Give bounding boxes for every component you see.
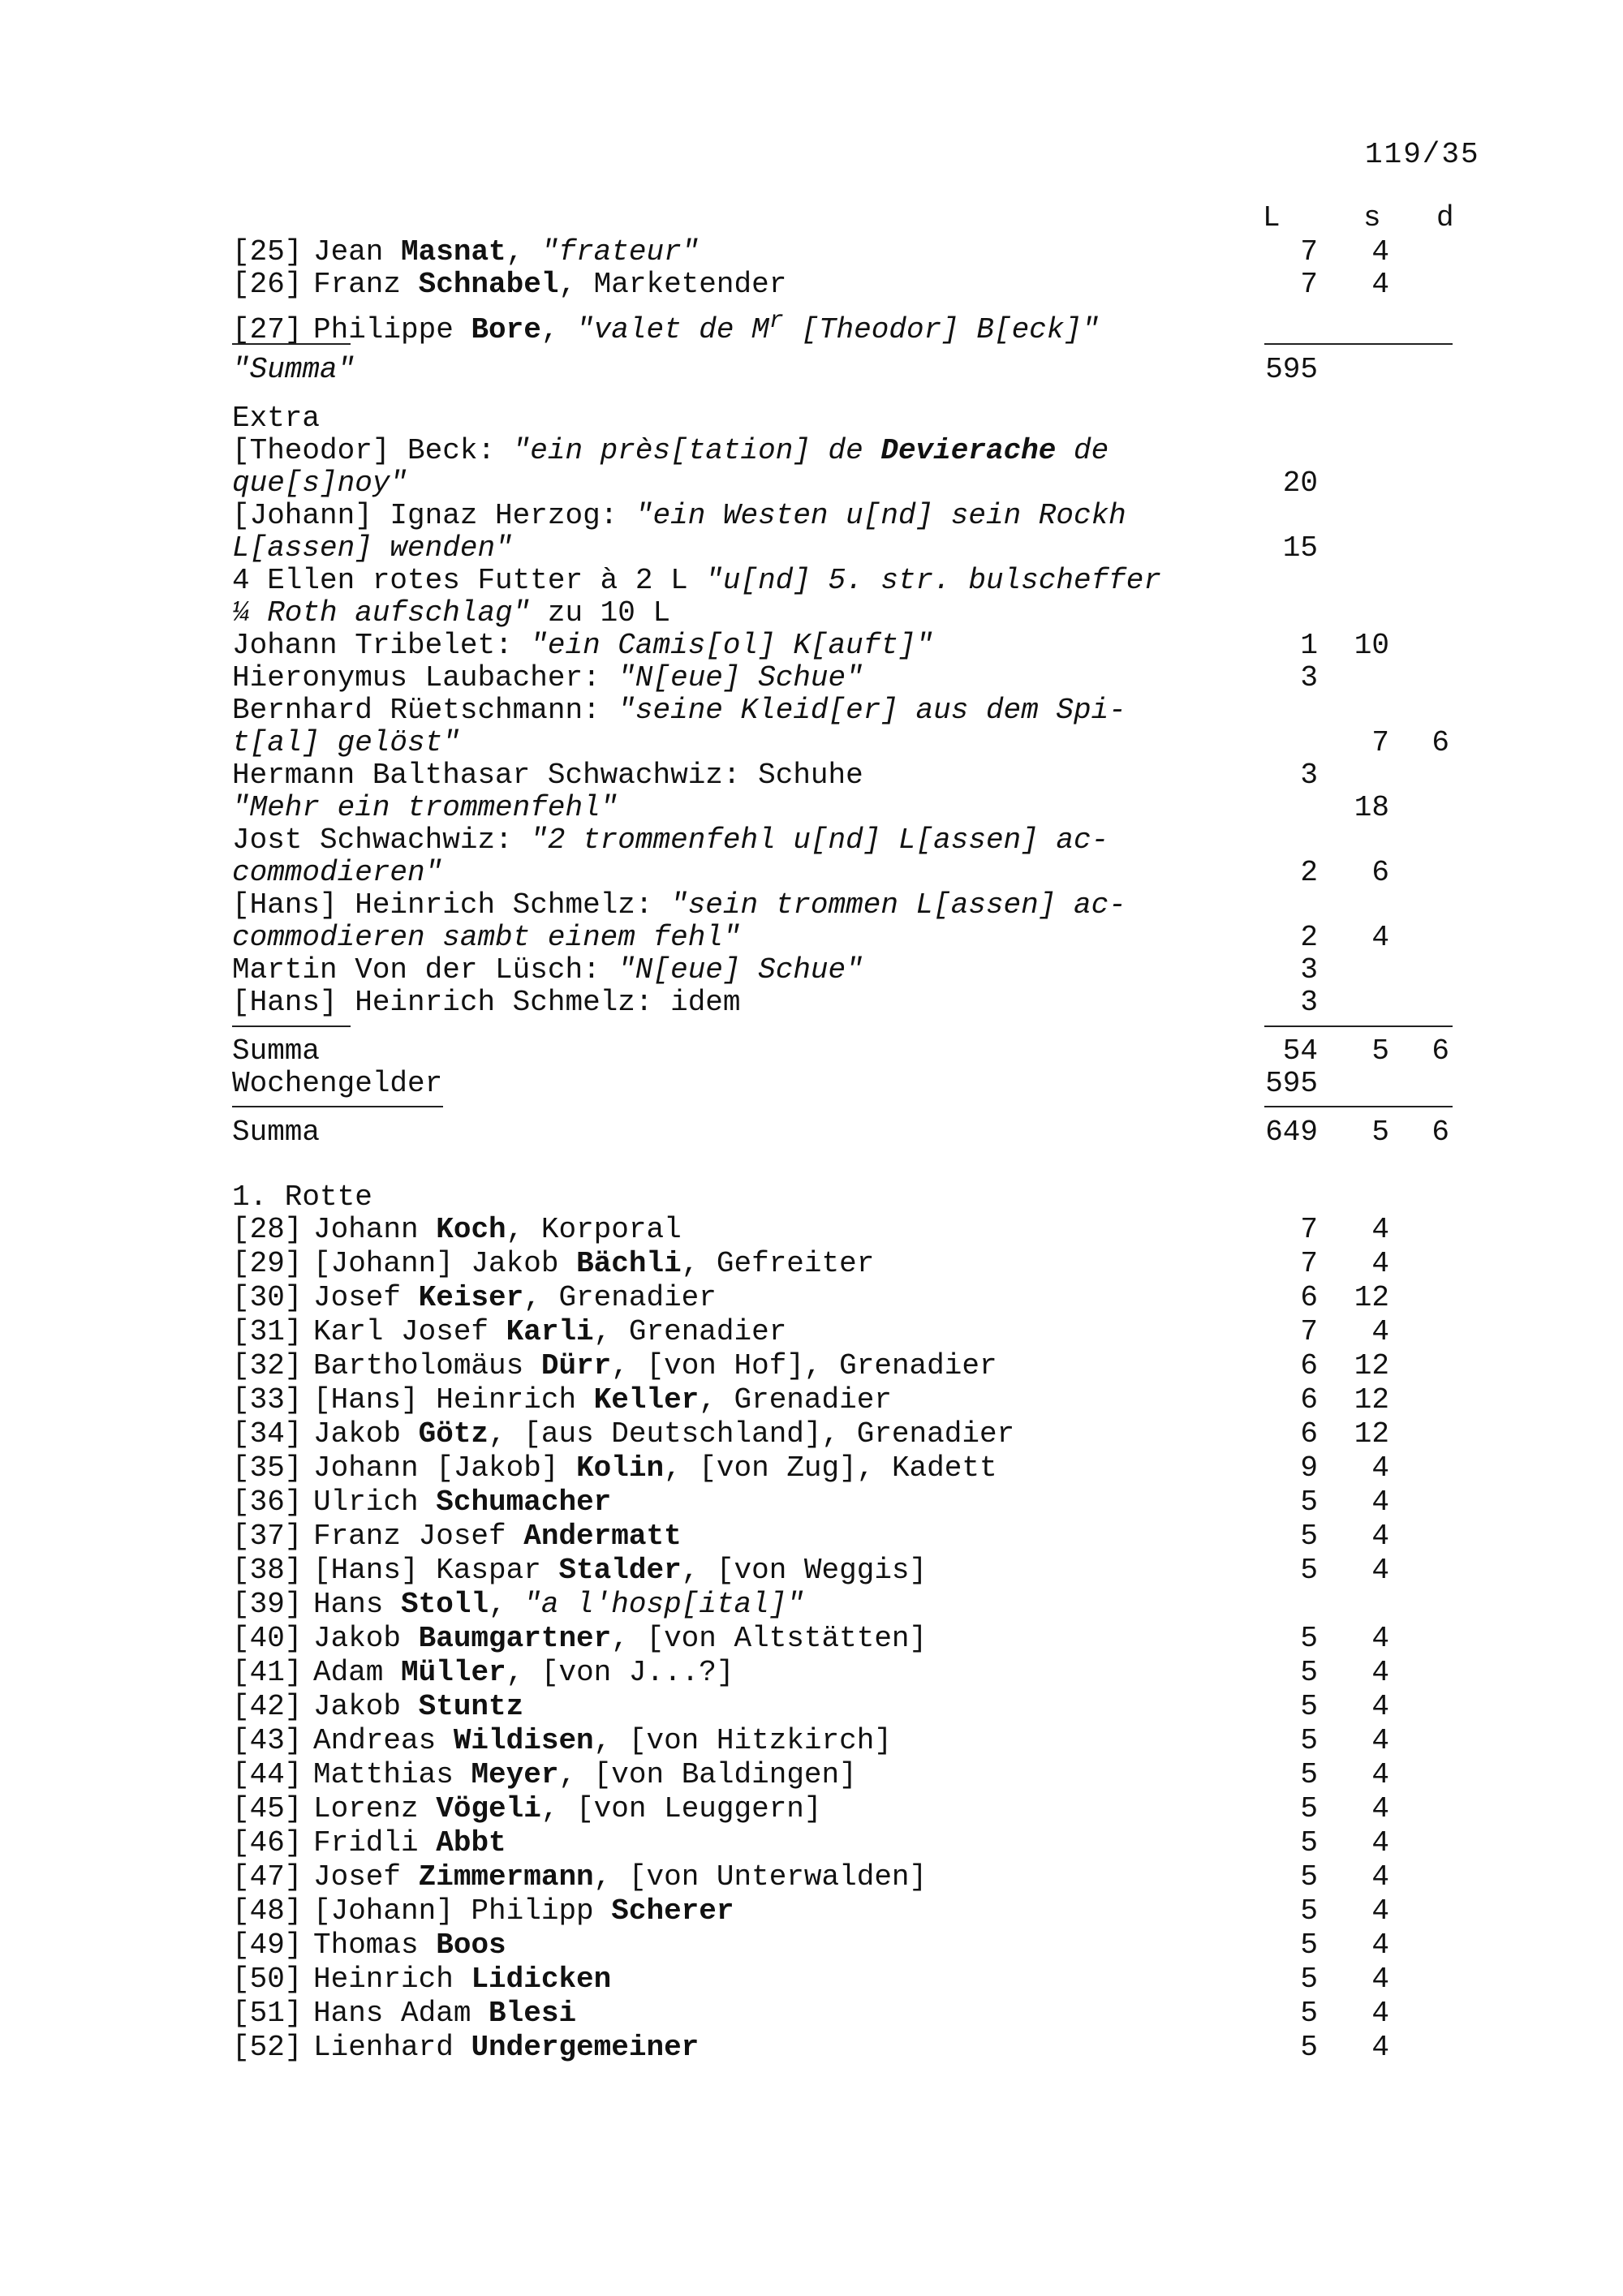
- entry-text: Lienhard Undergemeiner: [313, 2031, 700, 2064]
- amount-s: 12: [1354, 1383, 1389, 1417]
- ledger-row: [232, 1520, 1466, 1554]
- amount-s: 4: [1371, 1520, 1389, 1553]
- ledger-row: [232, 953, 1466, 987]
- entry-number: [50]: [232, 1963, 303, 1996]
- ledger-row: [232, 467, 1466, 501]
- ledger-row: [232, 1792, 1466, 1826]
- ledger-row: [232, 235, 1466, 269]
- amount-L: 7: [1300, 268, 1318, 301]
- entry-text: Franz Josef Andermatt: [313, 1520, 682, 1553]
- entry-number: [44]: [232, 1758, 303, 1791]
- column-header-s: s: [1363, 201, 1381, 234]
- ledger-row: [232, 596, 1466, 630]
- entry-number: [34]: [232, 1417, 303, 1451]
- rule-right-1: [1264, 343, 1453, 345]
- rule-left-2: [232, 1025, 351, 1027]
- entry-number: [43]: [232, 1724, 303, 1757]
- rule-left-1: [232, 343, 351, 345]
- amount-L: 15: [1282, 531, 1318, 565]
- amount-s: 4: [1371, 1315, 1389, 1348]
- column-header-d: d: [1436, 201, 1454, 234]
- ledger-row: [232, 402, 1466, 436]
- entry-number: [45]: [232, 1792, 303, 1825]
- entry-number: [48]: [232, 1894, 303, 1928]
- ledger-row: [232, 791, 1466, 825]
- amount-s: 5: [1371, 1034, 1389, 1068]
- amount-d: 6: [1431, 726, 1449, 759]
- amount-L: 6: [1300, 1417, 1318, 1451]
- entry-text: Bernhard Rüetschmann: "seine Kleid[er] aus dem Spi-: [232, 694, 1126, 727]
- amount-L: 5: [1300, 1554, 1318, 1587]
- entry-text: Matthias Meyer, [von Baldingen]: [313, 1758, 857, 1791]
- entry-text: Thomas Boos: [313, 1928, 506, 1962]
- ledger-row: [232, 1997, 1466, 2031]
- amount-s: 4: [1371, 1622, 1389, 1655]
- amount-s: 4: [1371, 1894, 1389, 1928]
- ledger-row: [232, 823, 1466, 858]
- amount-L: 5: [1300, 1826, 1318, 1860]
- amount-s: 4: [1371, 1213, 1389, 1246]
- amount-d: 6: [1431, 1116, 1449, 1149]
- entry-text: commodieren sambt einem fehl": [232, 921, 741, 954]
- ledger-row: [232, 1554, 1466, 1588]
- amount-L: 5: [1300, 1894, 1318, 1928]
- entry-text: 4 Ellen rotes Futter à 2 L "u[nd] 5. str. bulscheffer: [232, 564, 1161, 597]
- ledger-row: [232, 1349, 1466, 1383]
- entry-text: 1. Rotte: [232, 1180, 372, 1214]
- amount-L: 649: [1265, 1116, 1318, 1149]
- amount-s: 4: [1371, 1690, 1389, 1723]
- entry-number: [41]: [232, 1656, 303, 1689]
- entry-text: Hieronymus Laubacher: "N[eue] Schue": [232, 661, 863, 694]
- entry-number: [30]: [232, 1281, 303, 1314]
- ledger-row: [232, 353, 1466, 387]
- entry-text: [Hans] Heinrich Schmelz: idem: [232, 986, 741, 1019]
- entry-text: Heinrich Lidicken: [313, 1963, 612, 1996]
- column-header-L: L: [1263, 201, 1281, 234]
- amount-s: 4: [1371, 1451, 1389, 1485]
- ledger-row: [232, 531, 1466, 565]
- amount-L: 2: [1300, 856, 1318, 889]
- amount-L: 5: [1300, 1724, 1318, 1757]
- ledger-row: [232, 1034, 1466, 1068]
- entry-number: [27]: [232, 313, 303, 346]
- amount-L: 7: [1300, 235, 1318, 269]
- ledger-row: [232, 856, 1466, 890]
- amount-L: 595: [1265, 353, 1318, 386]
- entry-number: [36]: [232, 1486, 303, 1519]
- ledger-row: [232, 268, 1466, 302]
- ledger-row: [232, 304, 1466, 346]
- rule-left-3: [232, 1106, 443, 1107]
- ledger-row: [232, 726, 1466, 760]
- entry-text: Hermann Balthasar Schwachwiz: Schuhe: [232, 759, 863, 792]
- amount-L: 5: [1300, 2031, 1318, 2064]
- entry-text: Wochengelder: [232, 1067, 443, 1100]
- amount-L: 5: [1300, 1997, 1318, 2030]
- amount-L: 3: [1300, 759, 1318, 792]
- amount-L: 2: [1300, 921, 1318, 954]
- amount-L: 5: [1300, 1690, 1318, 1723]
- amount-s: 4: [1371, 1554, 1389, 1587]
- amount-s: 4: [1371, 1792, 1389, 1825]
- ledger-row: [232, 1724, 1466, 1758]
- entry-number: [51]: [232, 1997, 303, 2030]
- amount-s: 4: [1371, 1758, 1389, 1791]
- amount-L: 6: [1300, 1349, 1318, 1382]
- ledger-row: [232, 1417, 1466, 1451]
- entry-text: Jakob Stuntz: [313, 1690, 524, 1723]
- entry-number: [49]: [232, 1928, 303, 1962]
- entry-text: Philippe Bore, "valet de $M^r$ [Theodor] B[eck]": [313, 307, 1100, 346]
- amount-s: 5: [1371, 1116, 1389, 1149]
- entry-text: Josef Zimmermann, [von Unterwalden]: [313, 1860, 928, 1894]
- amount-s: 4: [1371, 235, 1389, 269]
- ledger-row: [232, 921, 1466, 955]
- ledger-row: [232, 1758, 1466, 1792]
- amount-L: 5: [1300, 1758, 1318, 1791]
- amount-L: 5: [1300, 1486, 1318, 1519]
- amount-s: 4: [1371, 1826, 1389, 1860]
- ledger-row: [232, 564, 1466, 598]
- entry-text: Johann [Jakob] Kolin, [von Zug], Kadett: [313, 1451, 997, 1485]
- entry-text: Fridli Abbt: [313, 1826, 506, 1860]
- entry-text: Karl Josef Karli, Grenadier: [313, 1315, 787, 1348]
- ledger-row: [232, 1247, 1466, 1281]
- entry-text: [Johann] Philipp Scherer: [313, 1894, 734, 1928]
- entry-text: Josef Keiser, Grenadier: [313, 1281, 717, 1314]
- amount-L: 7: [1300, 1315, 1318, 1348]
- amount-L: 7: [1300, 1213, 1318, 1246]
- entry-text: [Hans] Heinrich Keller, Grenadier: [313, 1383, 892, 1417]
- entry-text: Jakob Götz, [aus Deutschland], Grenadier: [313, 1417, 1015, 1451]
- entry-number: [32]: [232, 1349, 303, 1382]
- entry-number: [29]: [232, 1247, 303, 1280]
- amount-s: 4: [1371, 1963, 1389, 1996]
- ledger-row: [232, 888, 1466, 922]
- amount-L: 54: [1282, 1034, 1318, 1068]
- amount-s: 4: [1371, 1928, 1389, 1962]
- amount-s: 4: [1371, 1724, 1389, 1757]
- ledger-row: [232, 1860, 1466, 1894]
- ledger-row: [232, 1826, 1466, 1860]
- amount-L: 9: [1300, 1451, 1318, 1485]
- ledger-row: [232, 1588, 1466, 1622]
- ledger-row: [232, 1963, 1466, 1997]
- ledger-row: [232, 1451, 1466, 1486]
- ledger-row: [232, 1383, 1466, 1417]
- entry-number: [38]: [232, 1554, 303, 1587]
- entry-text: Adam Müller, [von J...?]: [313, 1656, 734, 1689]
- entry-text: Lorenz Vögeli, [von Leuggern]: [313, 1792, 822, 1825]
- entry-text: que[s]noy": [232, 467, 408, 500]
- ledger-row: [232, 1180, 1466, 1215]
- rule-right-3: [1264, 1106, 1453, 1107]
- entry-text: Extra: [232, 402, 321, 435]
- ledger-row: [232, 1486, 1466, 1520]
- entry-text: Hans Stoll, "a l'hosp[ital]": [313, 1588, 804, 1621]
- entry-text: Hans Adam Blesi: [313, 1997, 577, 2030]
- entry-number: [26]: [232, 268, 303, 301]
- amount-L: 5: [1300, 1928, 1318, 1962]
- amount-s: 4: [1371, 1656, 1389, 1689]
- entry-number: [31]: [232, 1315, 303, 1348]
- amount-L: 5: [1300, 1520, 1318, 1553]
- amount-L: 595: [1265, 1067, 1318, 1100]
- entry-text: Martin Von der Lüsch: "N[eue] Schue": [232, 953, 863, 987]
- ledger-row: [232, 1315, 1466, 1349]
- ledger-row: [232, 499, 1466, 533]
- entry-text: "Summa": [232, 353, 355, 386]
- entry-number: [47]: [232, 1860, 303, 1894]
- amount-s: 12: [1354, 1349, 1389, 1382]
- amount-s: 4: [1371, 1486, 1389, 1519]
- entry-text: "Mehr ein trommenfehl": [232, 791, 618, 824]
- entry-text: Summa: [232, 1116, 321, 1149]
- ledger-row: [232, 1622, 1466, 1656]
- entry-number: [33]: [232, 1383, 303, 1417]
- amount-L: 6: [1300, 1281, 1318, 1314]
- entry-text: Summa: [232, 1034, 321, 1068]
- ledger-row: [232, 759, 1466, 793]
- amount-L: 5: [1300, 1656, 1318, 1689]
- entry-number: [39]: [232, 1588, 303, 1621]
- entry-text: Johann Koch, Korporal: [313, 1213, 682, 1246]
- ledger-row: [232, 1690, 1466, 1724]
- amount-s: 4: [1371, 2031, 1389, 2064]
- ledger-row: [232, 1067, 1466, 1101]
- amount-s: 12: [1354, 1417, 1389, 1451]
- amount-s: 10: [1354, 629, 1389, 662]
- entry-text: [Johann] Jakob Bächli, Gefreiter: [313, 1247, 875, 1280]
- entry-text: Jean Masnat, "frateur": [313, 235, 700, 269]
- ledger-row: [232, 1213, 1466, 1247]
- amount-L: 1: [1300, 629, 1318, 662]
- amount-s: 18: [1354, 791, 1389, 824]
- amount-L: 3: [1300, 953, 1318, 987]
- amount-L: 6: [1300, 1383, 1318, 1417]
- amount-L: 5: [1300, 1963, 1318, 1996]
- ledger-row: [232, 434, 1466, 468]
- entry-text: ¼ Roth aufschlag" zu 10 L: [232, 596, 671, 630]
- amount-L: 3: [1300, 661, 1318, 694]
- amount-s: 4: [1371, 1997, 1389, 2030]
- ledger-row: [232, 1116, 1466, 1150]
- ledger-row: [232, 1894, 1466, 1928]
- amount-L: 7: [1300, 1247, 1318, 1280]
- entry-text: Franz Schnabel, Marketender: [313, 268, 787, 301]
- entry-text: Jost Schwachwiz: "2 trommenfehl u[nd] L[assen] ac-: [232, 823, 1109, 857]
- amount-s: 4: [1371, 921, 1389, 954]
- ledger-row: [232, 629, 1466, 663]
- ledger-row: [232, 2031, 1466, 2065]
- entry-text: t[al] gelöst": [232, 726, 460, 759]
- entry-number: [25]: [232, 235, 303, 269]
- entry-text: commodieren": [232, 856, 443, 889]
- entry-number: [42]: [232, 1690, 303, 1723]
- entry-text: Andreas Wildisen, [von Hitzkirch]: [313, 1724, 892, 1757]
- entry-text: Jakob Baumgartner, [von Altstätten]: [313, 1622, 928, 1655]
- entry-text: Ulrich Schumacher: [313, 1486, 612, 1519]
- amount-L: 5: [1300, 1860, 1318, 1894]
- entry-text: Bartholomäus Dürr, [von Hof], Grenadier: [313, 1349, 997, 1382]
- ledger-row: [232, 986, 1466, 1020]
- amount-s: 6: [1371, 856, 1389, 889]
- amount-s: 4: [1371, 268, 1389, 301]
- ledger-row: [232, 1928, 1466, 1963]
- amount-L: 5: [1300, 1622, 1318, 1655]
- entry-number: [28]: [232, 1213, 303, 1246]
- amount-L: 3: [1300, 986, 1318, 1019]
- amount-s: 12: [1354, 1281, 1389, 1314]
- amount-s: 4: [1371, 1247, 1389, 1280]
- ledger-row: [232, 661, 1466, 695]
- amount-s: 7: [1371, 726, 1389, 759]
- entry-text: L[assen] wenden": [232, 531, 513, 565]
- page-number: 119/35: [1365, 138, 1480, 171]
- entry-text: [Theodor] Beck: "ein près[tation] de Devierache de: [232, 434, 1109, 467]
- entry-text: [Johann] Ignaz Herzog: "ein Westen u[nd] sein Rockh: [232, 499, 1126, 532]
- entry-number: [35]: [232, 1451, 303, 1485]
- entry-text: [Hans] Kaspar Stalder, [von Weggis]: [313, 1554, 928, 1587]
- amount-d: 6: [1431, 1034, 1449, 1068]
- amount-L: 20: [1282, 467, 1318, 500]
- ledger-row: [232, 1656, 1466, 1690]
- entry-number: [46]: [232, 1826, 303, 1860]
- entry-number: [40]: [232, 1622, 303, 1655]
- ledger-row: [232, 1281, 1466, 1315]
- ledger-row: [232, 694, 1466, 728]
- entry-number: [52]: [232, 2031, 303, 2064]
- amount-s: 4: [1371, 1860, 1389, 1894]
- entry-text: [Hans] Heinrich Schmelz: "sein trommen L[assen] ac-: [232, 888, 1126, 922]
- entry-text: Johann Tribelet: "ein Camis[ol] K[auft]": [232, 629, 934, 662]
- rule-right-2: [1264, 1025, 1453, 1027]
- entry-number: [37]: [232, 1520, 303, 1553]
- amount-L: 5: [1300, 1792, 1318, 1825]
